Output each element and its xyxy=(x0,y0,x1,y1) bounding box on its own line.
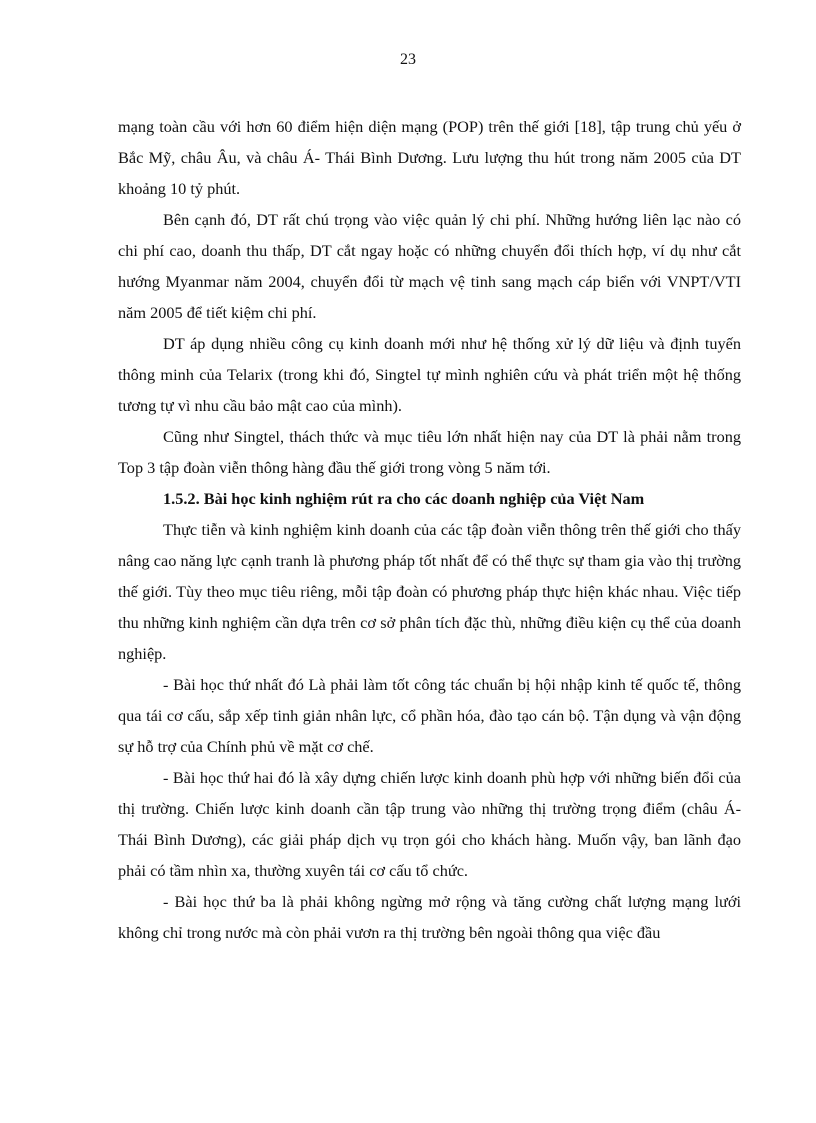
paragraph-continued: mạng toàn cầu với hơn 60 điểm hiện diện mạng (POP) trên thế giới [18], tập trung chủ yếu ở Bắc Mỹ, châu Âu, và châu Á- Thái Bình Dương. Lưu lượng thu hút trong năm 2005 của DT khoảng 10 tỷ phút. xyxy=(118,117,741,198)
paragraph-challenge: Cũng như Singtel, thách thức và mục tiêu lớn nhất hiện nay của DT là phải nằm trong Top 3 tập đoàn viễn thông hàng đầu thế giới trong vòng 5 năm tới. xyxy=(118,427,741,477)
paragraph-cost-management: Bên cạnh đó, DT rất chú trọng vào việc quản lý chi phí. Những hướng liên lạc nào có chi phí cao, doanh thu thấp, DT cắt ngay hoặc có những chuyển đổi thích hợp, ví dụ như cắt hướng Myanmar năm 2004, chuyển đổi từ mạch vệ tinh sang mạch cáp biển với VNPT/VTI năm 2005 để tiết kiệm chi phí. xyxy=(118,210,741,322)
page-number: 23 xyxy=(400,51,416,68)
paragraph-lessons-intro: Thực tiễn và kinh nghiệm kinh doanh của các tập đoàn viễn thông trên thế giới cho thấy nâng cao năng lực cạnh tranh là phương pháp tốt nhất để có thể thực sự tham gia vào thị trường thế giới. Tùy theo mục tiêu riêng, mỗi tập đoàn có phương pháp thực hiện khác nhau. Việc tiếp thu những kinh nghiệm cần dựa trên cơ sở phân tích đặc thù, những điều kiện cụ thể của doanh nghiệp. xyxy=(118,520,741,663)
section-heading: 1.5.2. Bài học kinh nghiệm rút ra cho các doanh nghiệp của Việt Nam xyxy=(163,489,645,508)
paragraph-lesson-three: - Bài học thứ ba là phải không ngừng mở rộng và tăng cường chất lượng mạng lưới không chỉ trong nước mà còn phải vươn ra thị trường bên ngoài thông qua việc đầu xyxy=(118,892,741,942)
paragraph-lesson-two: - Bài học thứ hai đó là xây dựng chiến lược kinh doanh phù hợp với những biến đổi của thị trường. Chiến lược kinh doanh cần tập trung vào những thị trường trọng điểm (châu Á- Thái Bình Dương), các giải pháp dịch vụ trọn gói cho khách hàng. Muốn vậy, ban lãnh đạo phải có tầm nhìn xa, thường xuyên tái cơ cấu tổ chức. xyxy=(118,768,741,880)
document-body xyxy=(118,111,741,948)
paragraph-lesson-one: - Bài học thứ nhất đó Là phải làm tốt công tác chuẩn bị hội nhập kinh tế quốc tế, thông qua tái cơ cấu, sắp xếp tinh giản nhân lực, cổ phần hóa, đào tạo cán bộ. Tận dụng và vận động sự hỗ trợ của Chính phủ về mặt cơ chế. xyxy=(118,675,741,756)
paragraph-business-tools: DT áp dụng nhiều công cụ kinh doanh mới như hệ thống xử lý dữ liệu và định tuyến thông minh của Telarix (trong khi đó, Singtel tự mình nghiên cứu và phát triển một hệ thống tương tự vì nhu cầu bảo mật cao của mình). xyxy=(118,334,741,415)
